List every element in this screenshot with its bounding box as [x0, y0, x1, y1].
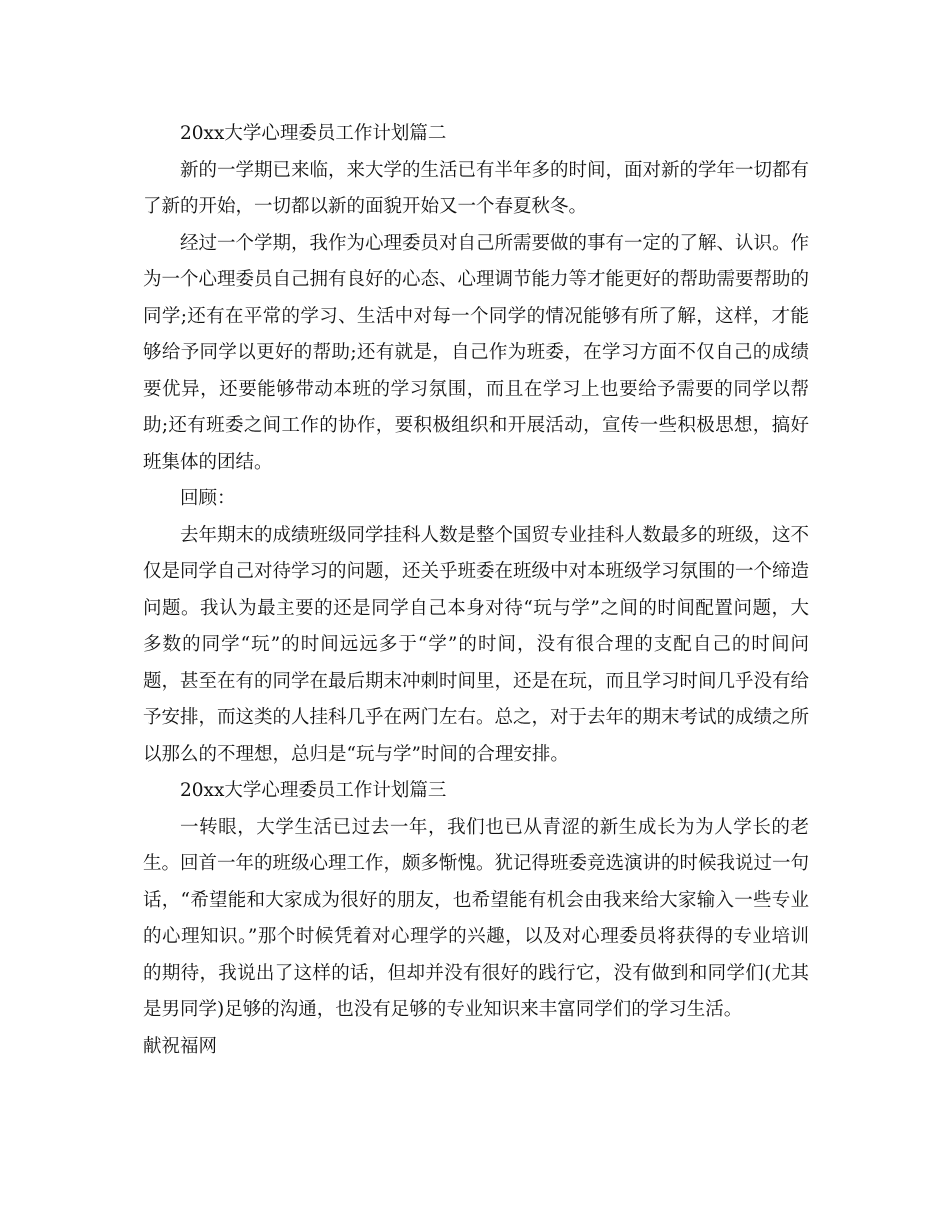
paragraph: 新的一学期已来临，来大学的生活已有半年多的时间，面对新的学年一切都有了新的开始，一切都以新的面貌开始又一个春夏秋冬。 — [143, 159, 810, 217]
paragraph: 一转眼，大学生活已过去一年，我们也已从青涩的新生成长为为人学长的老生。回首一年的班级心理工作，颇多惭愧。犹记得班委竞选演讲的时候我说过一句话，“希望能和大家成为很好的朋友，也希望能有机会由我来给大家输入一些专业的心理知识。”那个时候凭着对心理学的兴趣，以及对心理委员将获得的专业培训的期待，我说出了这样的话，但却并没有很好的践行它，没有做到和同学们(尤其是男同学)足够的沟通，也没有足够的专业知识来丰富同学们的学习生活。 — [143, 816, 810, 1020]
paragraph: 去年期末的成绩班级同学挂科人数是整个国贸专业挂科人数最多的班级，这不仅是同学自己对待学习的问题，还关乎班委在班级中对本班级学习氛围的一个缔造问题。我认为最主要的还是同学自己本身对待“玩与学”之间的时间配置问题，大多数的同学“玩”的时间远远多于“学”的时间，没有很合理的支配自己的时间问题，甚至在有的同学在最后期末冲刺时间里，还是在玩，而且学习时间几乎没有给予安排，而这类的人挂科几乎在两门左右。总之，对于去年的期末考试的成绩之所以那么的不理想，总归是“玩与学”时间的合理安排。 — [143, 524, 810, 765]
source-footer: 献祝福网 — [143, 1035, 218, 1057]
paragraph: 经过一个学期，我作为心理委员对自己所需要做的事有一定的了解、认识。作为一个心理委员自己拥有良好的心态、心理调节能力等才能更好的帮助需要帮助的同学;还有在平常的学习、生活中对每一个同学的情况能够有所了解，这样，才能够给予同学以更好的帮助;还有就是，自己作为班委，在学习方面不仅自己的成绩要优异，还要能够带动本班的学习氛围，而且在学习上也要给予需要的同学以帮助;还有班委之间工作的协作，要积极组织和开展活动，宣传一些积极思想，搞好班集体的团结。 — [143, 232, 810, 473]
document-body — [143, 116, 809, 1065]
section-heading: 20xx大学心理委员工作计划篇二 — [180, 123, 447, 144]
paragraph-label: 回顾： — [180, 488, 236, 509]
section-heading: 20xx大学心理委员工作计划篇三 — [180, 780, 447, 801]
